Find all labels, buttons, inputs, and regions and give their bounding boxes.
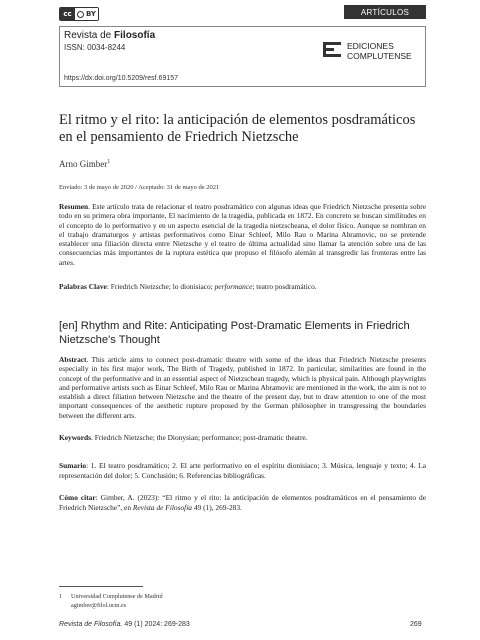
keywords-es-text: : Friedrich Nietzsche; lo dionisiaco;	[106, 282, 215, 291]
running-footer	[59, 621, 190, 628]
journal-name	[64, 30, 155, 41]
footer-issue: 49 (1) 2024: 269-283	[122, 621, 190, 628]
journal-name-prefix: Revista de	[64, 30, 115, 41]
keywords-es-tail: ; teatro posdramático.	[252, 282, 317, 291]
author-name: Arno Gimber	[59, 159, 108, 169]
publisher-name	[347, 41, 412, 61]
summary-text: : 1. El teatro posdramático; 2. El arte performativo en el espíritu dionisiaco; 3. Música, lenguaje y texto; 4. La representación del dolor; 5. Conclusión; 6. Referencias bibliográficas.	[59, 461, 426, 480]
page-number: 269	[410, 621, 422, 628]
abstract-es-label: Resumen	[59, 202, 89, 211]
abstract-en-text: . This article aims to connect post-dramatic theatre with some of the ideas that Friedrich Nietzsche presents especially in his first major work, The Birth of Tragedy, published in 1872. In particular, similarities are found in the concept of the performative and in an essential aspect of Nietzschean tragedy, which is physical pain. Although playwrights and performative artists such as Einar Schleef, Milo Rau or Marina Abramovic are mentioned in the work, the aim is not to establish a direct filiation between Nietzsche and the theatre of the present day, but to draw attention to one of the most important consequences of the aesthetic rupture proposed by the German philosopher in transgressing the boundaries between the different arts.	[59, 355, 426, 420]
journal-header	[59, 26, 426, 87]
creative-commons-icon: cc	[60, 8, 75, 20]
summary	[59, 461, 426, 480]
cite-journal-italic: Revista de Filosofía	[132, 502, 192, 512]
publisher	[323, 39, 423, 69]
author	[59, 159, 110, 169]
doi-link[interactable]: https://dx.doi.org/10.5209/resf.69157	[64, 75, 179, 82]
footnote-affiliation: Universidad Complutense de Madrid	[71, 593, 163, 600]
keywords-es	[59, 282, 426, 291]
article-title-es: El ritmo y el rito: la anticipación de elementos posdramáticos en el pensamiento de Friedrich Nietzsche	[59, 112, 416, 145]
abstract-en	[59, 355, 426, 420]
cite-tail: 49 (1), 269-283.	[192, 502, 242, 512]
keywords-en	[59, 433, 426, 442]
cite-text: : Gimber, A. (2023): “El ritmo y el rito: la anticipación de elementos posdramáticos en el pensamiento de Friedrich Nietzsche”, en	[59, 493, 426, 512]
issn: ISSN: 0034-8244	[64, 43, 126, 52]
abstract-es	[59, 202, 426, 267]
attribution-icon	[75, 8, 98, 20]
author-footnote-mark[interactable]: 1	[107, 159, 111, 165]
abstract-es-text: . Este artículo trata de relacionar el teatro posdramático con algunas ideas que Friedrich Nietzsche presenta sobre todo en su primera obra importante, El nacimiento de la tragedia, publicada en 1872. En concreto se buscan similitudes en el concepto de lo performativo y en un aspecto esencial de la tragedia nietzscheana, el dolor físico. Aunque se nombran en el trabajo dramaturgos y artistas performativos como Einar Schleef, Milo Rau o Marina Abramovic, no se pretende establecer una filiación directa entre Nietzsche y el teatro de última actualidad sino llamar la atención sobre una de las consecuencias más importantes de la ruptura estética que propuso el filósofo alemán al transgredir las fronteras entre las artes.	[59, 202, 426, 267]
cite-label: Cómo citar	[59, 493, 96, 502]
how-to-cite	[59, 493, 426, 512]
publisher-logo-icon	[323, 42, 341, 62]
keywords-es-italic: performance	[214, 282, 253, 291]
publisher-line-2: COMPLUTENSE	[347, 51, 412, 61]
footnote-number: 1	[59, 593, 63, 600]
footnote	[59, 592, 163, 610]
abstract-en-label: Abstract	[59, 355, 87, 364]
footnote-email[interactable]: agimber@filol.ucm.es	[71, 602, 127, 609]
keywords-en-label: Keywords	[59, 433, 92, 442]
license-badge	[59, 7, 99, 21]
submission-dates: Enviado: 3 de mayo de 2020 / Aceptado: 31 de mayo de 2021	[59, 184, 220, 191]
keywords-en-text: . Friedrich Nietzsche; the Dionysian; performance; post-dramatic theatre.	[91, 433, 308, 442]
person-icon	[77, 11, 84, 18]
by-label: BY	[85, 10, 97, 18]
footnote-divider	[59, 586, 143, 587]
article-title-en: [en] Rhythm and Rite: Anticipating Post-Dramatic Elements in Friedrich Nietzsche's Thought	[59, 320, 410, 346]
keywords-es-label: Palabras Clave	[59, 282, 107, 291]
journal-name-bold: Filosofía	[114, 30, 156, 41]
summary-label: Sumario	[59, 461, 87, 470]
publisher-line-1: EDICIONES	[347, 41, 394, 51]
section-tag: ARTÍCULOS	[344, 5, 426, 19]
footer-journal: Revista de Filosofía.	[59, 621, 123, 628]
